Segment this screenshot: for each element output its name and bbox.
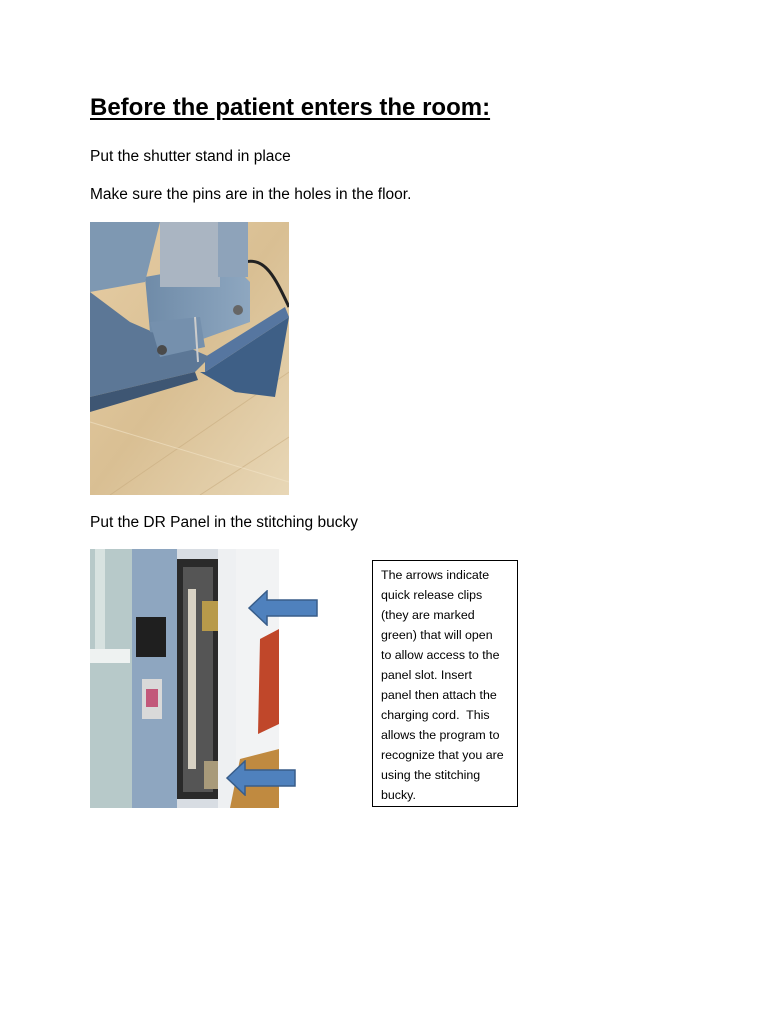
callout-line: quick release clips xyxy=(381,588,483,602)
callout-line: bucky. xyxy=(381,788,416,802)
callout-line: using the stitching xyxy=(381,768,481,782)
callout-textbox xyxy=(372,560,518,807)
page-heading: Before the patient enters the room: xyxy=(90,94,491,121)
clip-arrow-bottom-icon xyxy=(226,760,296,796)
instruction-dr-panel: Put the DR Panel in the stitching bucky xyxy=(90,514,358,531)
callout-line: recognize that you are xyxy=(381,748,504,762)
callout-line: allows the program to xyxy=(381,728,500,742)
instruction-shutter-stand: Put the shutter stand in place xyxy=(90,148,291,165)
callout-line: The arrows indicate xyxy=(381,568,490,582)
shutter-stand-photo xyxy=(90,222,289,495)
callout-line: panel slot. Insert xyxy=(381,668,472,682)
callout-line: charging cord. This xyxy=(381,708,490,722)
instruction-floor-pins: Make sure the pins are in the holes in the floor. xyxy=(90,186,412,203)
callout-line: green) that will open xyxy=(381,628,493,642)
callout-line: panel then attach the xyxy=(381,688,497,702)
callout-line: (they are marked xyxy=(381,608,475,622)
callout-line: to allow access to the xyxy=(381,648,500,662)
clip-arrow-top-icon xyxy=(248,590,318,626)
